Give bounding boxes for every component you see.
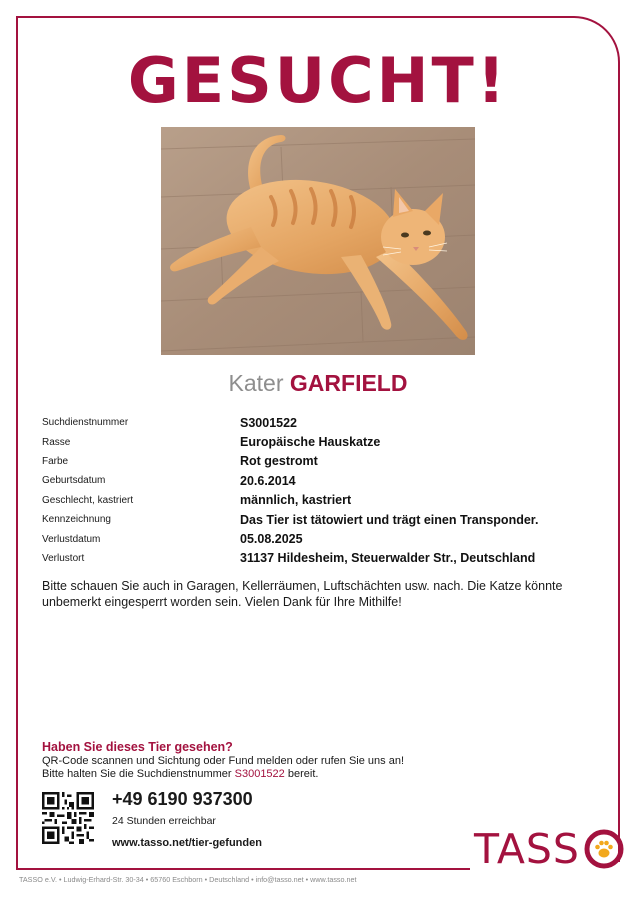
cta-line-2-after: bereit.	[287, 768, 319, 780]
detail-row	[42, 452, 602, 471]
hotline-phone[interactable]: +49 6190 937300	[112, 789, 253, 809]
tasso-logo-text: TASS	[474, 825, 580, 873]
cat-photo-image	[161, 127, 475, 355]
detail-value: Rot gestromt	[240, 454, 318, 469]
detail-row	[42, 432, 602, 451]
cta-line-2-before: Bitte halten Sie die Suchdienstnummer	[42, 768, 232, 780]
paw-o-icon	[582, 827, 626, 871]
pet-name-heading	[0, 370, 636, 397]
report-url-link[interactable]: www.tasso.net/tier-gefunden	[112, 837, 262, 849]
qr-code-icon	[42, 792, 94, 844]
detail-label: Verlustort	[42, 552, 85, 564]
cta-line-2	[42, 768, 562, 781]
cta-search-number: S3001522	[234, 768, 285, 780]
search-note: Bitte schauen Sie auch in Garagen, Kellerräumen, Luftschächten usw. nach. Die Katze könnte unbemerkt eingesperrt worden sein. Vielen Dank für Ihre Mithilfe!	[42, 579, 563, 609]
detail-row	[42, 491, 602, 510]
detail-row	[42, 471, 602, 490]
detail-value: 31137 Hildesheim, Steuerwalder Str., Deutschland	[240, 551, 536, 566]
detail-value: Das Tier ist tätowiert und trägt einen Transponder.	[240, 512, 539, 527]
detail-value: S3001522	[240, 415, 298, 430]
detail-value: Europäische Hauskatze	[240, 435, 381, 450]
detail-value: 20.6.2014	[240, 473, 296, 488]
pet-species: Kater	[228, 370, 284, 396]
details-table	[42, 413, 602, 568]
detail-label: Farbe	[42, 455, 69, 467]
qr-code[interactable]	[42, 792, 94, 844]
detail-row	[42, 549, 602, 568]
poster-title: GESUCHT!	[127, 44, 509, 117]
detail-row	[42, 529, 602, 548]
detail-label: Rasse	[42, 436, 71, 448]
contact-block	[112, 788, 262, 849]
detail-label: Verlustdatum	[42, 533, 101, 545]
cat-photo	[161, 127, 475, 355]
cta-line-1: QR-Code scannen und Sichtung oder Fund melden oder rufen Sie uns an!	[42, 755, 405, 767]
detail-row	[42, 413, 602, 432]
call-to-action	[42, 740, 562, 781]
cta-question: Haben Sie dieses Tier gesehen?	[42, 740, 233, 754]
detail-label: Geschlecht, kastriert	[42, 494, 134, 506]
detail-value: männlich, kastriert	[240, 493, 352, 508]
hotline-hours: 24 Stunden erreichbar	[112, 815, 216, 827]
tasso-logo	[474, 824, 626, 874]
detail-row	[42, 510, 602, 529]
footer-address: TASSO e.V. • Ludwig-Erhard-Str. 30-34 • 65760 Eschborn • Deutschland • info@tasso.net • www.tasso.net	[19, 875, 357, 884]
detail-label: Kennzeichnung	[42, 514, 111, 526]
detail-value: 05.08.2025	[240, 532, 303, 547]
detail-label: Geburtsdatum	[42, 475, 106, 487]
detail-label: Suchdienstnummer	[42, 417, 129, 429]
pet-name: GARFIELD	[289, 370, 408, 396]
